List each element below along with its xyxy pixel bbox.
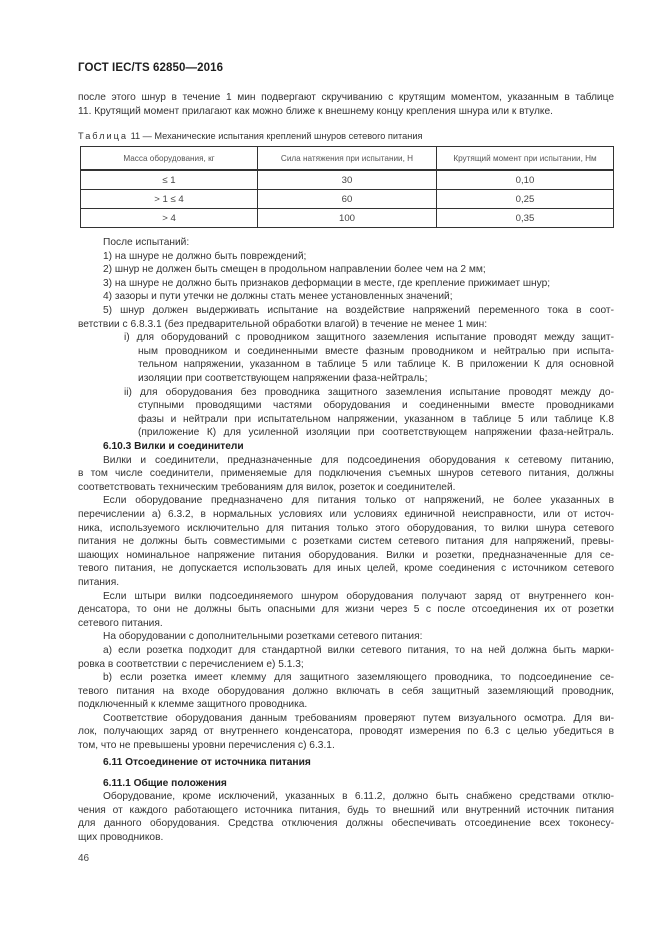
table-cell: 0,35	[437, 209, 614, 228]
column-header: Сила натяжения при испытании, Н	[258, 147, 437, 171]
table-row	[81, 170, 614, 190]
text-line: лок, получающих заряд от внутреннего конденсатора, проводят измерения по 6.3 с целью убедиться в	[78, 726, 614, 738]
table-cell: 0,10	[437, 170, 614, 190]
text-line: в том числе соединители, применяемые для подключения съемных шнуров сетевого питания, должны	[78, 468, 614, 480]
text-line: после этого шнур в течение 1 мин подвергают скручиванию с крутящим моментом, указанным в таблице	[78, 92, 614, 103]
text-line: ровка в соответствии с перечислением е) 5.1.3;	[78, 658, 304, 670]
table-caption-label: Таблица	[78, 131, 129, 141]
text-line: Вилки и соединители, предназначенные для подсоединения оборудования к сетевому питанию,	[103, 454, 614, 466]
list-item-a: а) если розетка подходит для стандартной вилки сетевого питания, то на ней должна быть марки-	[103, 644, 614, 656]
table-cell: 100	[258, 209, 437, 228]
text-line: На оборудовании с дополнительными розетками сетевого питания:	[103, 631, 423, 643]
text-line: чения от каждого работающего источника питания, будь то внешний или внутренний источник питания	[78, 804, 614, 816]
text-line: подключенный к клемме защитного проводника.	[78, 699, 308, 711]
text-line: изоляции при соответствующем напряжении фаза-нейтраль;	[138, 372, 428, 384]
table-header-row	[81, 147, 614, 171]
text-line: тевого питания на входе оборудования должно включать в себя защитный заземляющий проводник,	[78, 685, 614, 697]
table-caption-text: 11 — Механические испытания креплений шнуров сетевого питания	[130, 131, 423, 141]
text-line: Оборудование, кроме исключений, указанных в 6.11.2, должно быть снабжено средствами отклю-	[103, 791, 614, 803]
page-number: 46	[78, 853, 90, 864]
text-line: перечислении а) 6.3.2, в нормальных условиях или условиях единичной неисправности, или от источ-	[78, 508, 614, 520]
text-line: фазы и нейтрали при испытательном напряжении, указанном в таблице 5 или таблице К.8	[138, 413, 614, 425]
text-line: шающих номинальное напряжение питания оборудования. Вилки и розетки, предназначенные для се-	[78, 549, 614, 561]
subsection-heading: 6.11.1 Общие положения	[103, 777, 227, 789]
text-line: денсатора, то они не должны быть опасными для жизни через 5 с после отсоединения их от розетки	[78, 604, 614, 616]
list-item: 4) зазоры и пути утечки не должны стать менее установленных значений;	[103, 291, 453, 303]
table-11	[80, 146, 614, 228]
text-line: 11. Крутящий момент прилагают как можно ближе к внешнему концу крепления шнура или к втулке.	[78, 105, 553, 117]
table-cell: 60	[258, 190, 437, 209]
text-line: Если оборудование предназначено для питания только от напряжений, не более указанных в	[103, 495, 614, 507]
table-row	[81, 209, 614, 228]
section-6-10-3	[78, 440, 614, 753]
table-row	[81, 190, 614, 209]
standard-header: ГОСТ IEC/TS 62850—2016	[78, 62, 224, 74]
table-cell: ≤ 1	[81, 170, 258, 190]
table-cell: > 1 ≤ 4	[81, 190, 258, 209]
table-cell: > 4	[81, 209, 258, 228]
section-heading: 6.11 Отсоединение от источника питания	[103, 757, 311, 768]
section-heading: 6.10.3 Вилки и соединители	[103, 441, 244, 452]
text-line: ветствии с 6.8.3.1 (без предварительной обработки влагой) в течение не менее 1 мин:	[78, 318, 488, 330]
text-line: том, что не превышены уровни перечисления с) 6.3.1.	[78, 740, 335, 752]
table-cell: 30	[258, 170, 437, 190]
section-6-11	[78, 756, 614, 845]
text-line: тевого питания, не допускается использовать для иных целей, кроме соединения с источником сетевого	[78, 563, 614, 575]
list-item: 2) шнур не должен быть смещен в продольном направлении более чем на 2 мм;	[103, 264, 486, 276]
column-header: Масса оборудования, кг	[81, 147, 258, 171]
text-line: сетевого питания.	[78, 617, 163, 629]
text-line: ным проводником и соединенными вместе фазным проводником и нейтралью при испыта-	[138, 345, 614, 357]
text-line: Соответствие оборудования данным требованиям проверяют путем визуального осмотра. Для ви-	[103, 712, 614, 724]
sub-item-i: i) для оборудований с проводником защитного заземления испытание проводят между защит-	[124, 332, 614, 344]
after-tests-block	[78, 236, 614, 440]
text-line: питания не должны быть совместимыми с розетками систем сетевого питания для напряжений, превы-	[78, 536, 614, 548]
list-item: 5) шнур должен выдерживать испытание на воздействие напряжений переменного тока в соот-	[103, 304, 614, 316]
text-line: (приложение К) для усиленной изоляции при соответствующем напряжении фаза-нейтраль.	[138, 427, 614, 439]
intro-paragraph	[78, 91, 614, 118]
text-line: питания.	[78, 576, 120, 588]
table-caption	[78, 131, 422, 141]
text-line: тельном напряжении, указанном в таблице 5 или таблице К. В приложении К для основной	[138, 359, 614, 371]
text-line: щих проводников.	[78, 831, 164, 843]
list-item: 3) на шнуре не должно быть признаков деформации в месте, где крепление прижимает шнур;	[103, 277, 551, 289]
text-line: для данного оборудования. Средства отключения должны обеспечивать отсоединение всех токонесу-	[78, 818, 614, 830]
text-line: После испытаний:	[103, 237, 190, 248]
text-line: ступными проводящими частями оборудования и соединенными вместе проводниками	[138, 400, 614, 412]
list-item-b: b) если розетка имеет клемму для защитного заземляющего проводника, то подсоединение се-	[103, 672, 614, 684]
sub-item-ii: ii) для оборудования без проводника защитного заземления испытание проводят между до-	[124, 386, 614, 398]
list-item: 1) на шнуре не должно быть повреждений;	[103, 250, 307, 262]
column-header: Крутящий момент при испытании, Нм	[437, 147, 614, 171]
table-cell: 0,25	[437, 190, 614, 209]
text-line: соответствовать техническим требованиям для вилок, розеток и соединителей.	[78, 481, 456, 493]
text-line: Если штыри вилки подсоединяемого шнуром оборудования получают заряд от внутреннего кон-	[103, 590, 614, 602]
text-line: ника, используемого исключительно для питания только этого оборудования, то вилки шнура сетевого	[78, 522, 614, 534]
